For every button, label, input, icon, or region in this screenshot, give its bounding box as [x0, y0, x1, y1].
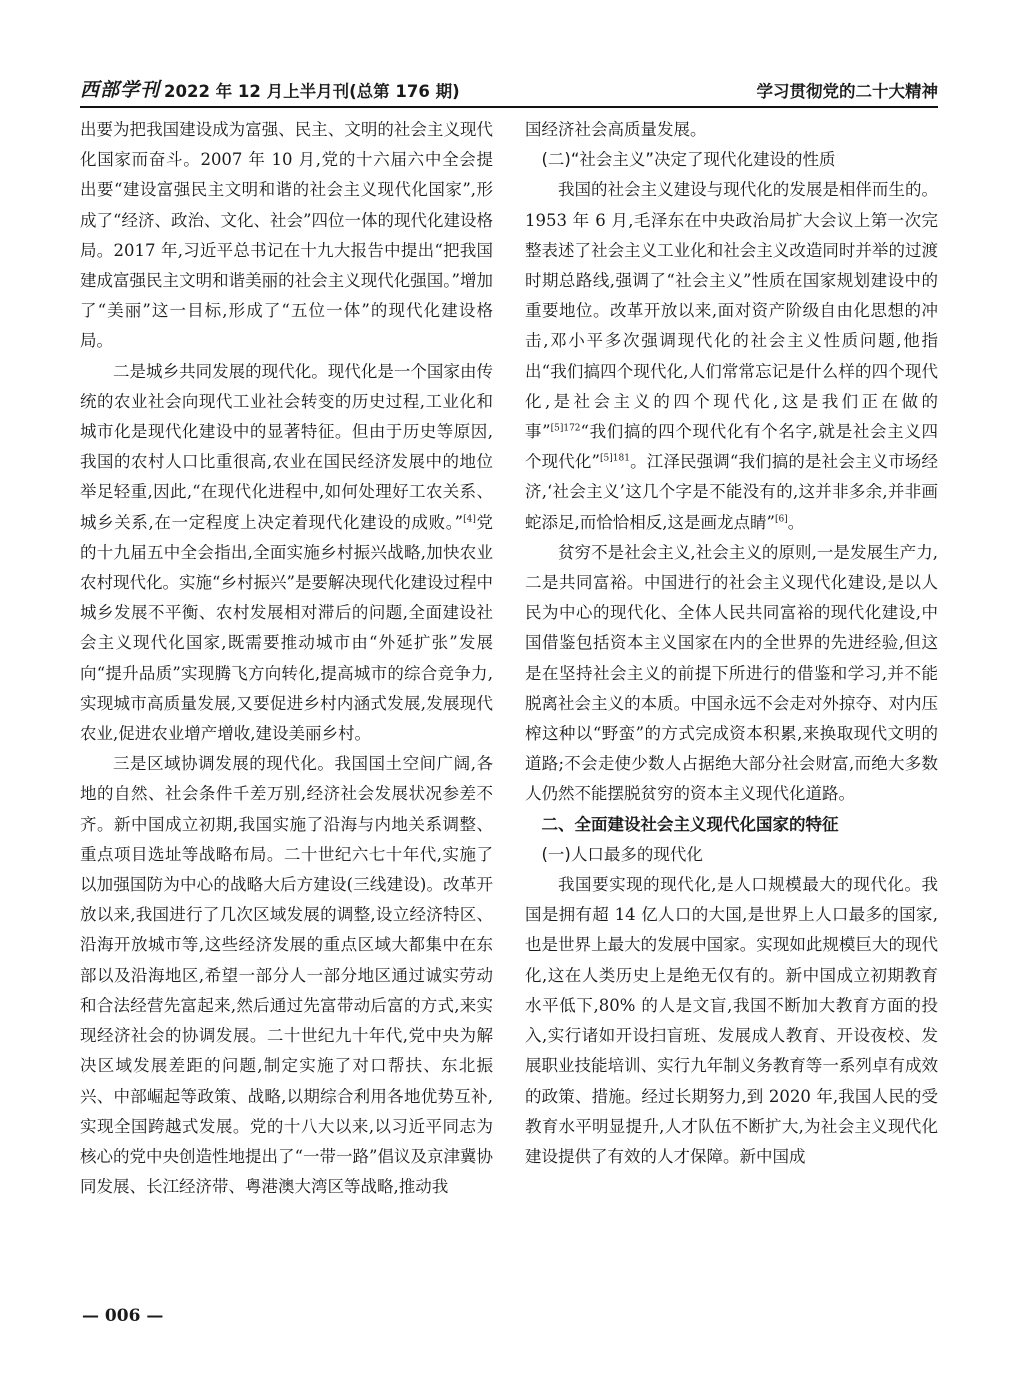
issue-info: 2022 年 12 月上半月刊(总第 176 期)	[164, 82, 460, 101]
paragraph	[80, 357, 493, 750]
article-body	[80, 115, 938, 1315]
paragraph-text: 我国的社会主义建设与现代化的发展是相伴而生的。1953 年 6 月,毛泽东在中央政治局扩大会议上第一次完整表述了社会主义工业化和社会主义改造同时并举的过渡时期总路线,强调了“社会主义”性质在国家规划建设中的重要地位。改革开放以来,面对资产阶级自由化思想的冲击,邓小平多次强调现代化的社会主义性质问题,他指出“我们搞四个现代化,人们常常忘记是什么样的四个现代化,是社会主义的四个现代化,这是我们正在做的事”	[525, 180, 938, 442]
citation-ref: [5]172	[550, 423, 581, 434]
paragraph-text: 。	[787, 512, 805, 532]
journal-name: 西部学刊	[80, 79, 161, 101]
subheading: (一)人口最多的现代化	[541, 844, 703, 864]
right-column	[525, 115, 938, 1315]
paragraph: 国经济社会高质量发展。	[525, 120, 707, 139]
paragraph-text: “我们搞的四个现代化有个名字,就是社会主义四个现代化”	[525, 422, 938, 472]
paragraph: 三是区域协调发展的现代化。我国国土空间广阔,各地的自然、社会条件千差万别,经济社会发展状况参差不齐。新中国成立初期,我国实施了沿海与内地关系调整、重点项目选址等战略布局。二十世纪六七十年代,实施了以加强国防为中心的战略大后方建设(三线建设)。改革开放以来,我国进行了几次区域发展的调整,设立经济特区、沿海开放城市等,这些经济发展的重点区域大都集中在东部以及沿海地区,希望一部分人一部分地区通过诚实劳动和合法经营先富起来,然后通过先富带动后富的方式,来实现经济社会的协调发展。二十世纪九十年代,党中央为解决区域发展差距的问题,制定实施了对口帮扶、东北振兴、中部崛起等政策、战略,以期综合利用各地优势互补,实现全国跨越式发展。党的十八大以来,以习近平同志为核心的党中央创造性地提出了“一带一路”倡议及京津冀协同发展、长江经济带、粤港澳大湾区等战略,推动我	[80, 754, 493, 1197]
header-left	[80, 75, 460, 102]
paragraph-text: 党的十九届五中全会指出,全面实施乡村振兴战略,加快农业农村现代化。实施“乡村振兴”是要解决现代化建设过程中城乡发展不平衡、农村发展相对滞后的问题,全面建设社会主义现代化国家,既需要推动城市由“外延扩张”发展向“提升品质”实现腾飞方向转化,提高城市的综合竞争力,实现城市高质量发展,又要促进乡村内涵式发展,发展现代农业,促进农业增产增收,建设美丽乡村。	[80, 512, 493, 744]
citation-ref: [4]	[463, 514, 476, 525]
citation-ref: [5]181	[600, 453, 630, 464]
paragraph	[525, 175, 938, 537]
left-column	[80, 115, 493, 1315]
section-title: 学习贯彻党的二十大精神	[756, 82, 938, 101]
paragraph: 贫穷不是社会主义,社会主义的原则,一是发展生产力,二是共同富裕。中国进行的社会主义现代化建设,是以人民为中心的现代化、全体人民共同富裕的现代化建设,中国借鉴包括资本主义国家在内的全世界的先进经验,但这是在坚持社会主义的前提下所进行的借鉴和学习,并不能脱离社会主义的本质。中国永远不会走对外掠夺、对内压榨这种以“野蛮”的方式完成资本积累,来换取现代文明的道路;不会走使少数人占据绝大部分社会财富,而绝大多数人仍然不能摆脱贫穷的资本主义现代化道路。	[525, 542, 938, 804]
citation-ref: [6]	[774, 514, 788, 525]
paragraph: 出要为把我国建设成为富强、民主、文明的社会主义现代化国家而奋斗。2007 年 10 月,党的十六届六中全会提出要“建设富强民主文明和谐的社会主义现代化国家”,形成了“经济、政治、文化、社会”四位一体的现代化建设格局。2017 年,习近平总书记在十九大报告中提出“把我国建成富强民主文明和谐美丽的社会主义现代化强国。”增加了“美丽”这一目标,形成了“五位一体”的现代化建设格局。	[80, 120, 493, 351]
paragraph-text: 。江泽民强调“我们搞的是社会主义市场经济,‘社会主义’这几个字是不能没有的,这并非多余,并非画蛇添足,而恰恰相反,这是画龙点睛”	[525, 452, 939, 532]
subheading: (二)“社会主义”决定了现代化建设的性质	[541, 150, 836, 170]
paragraph-text: 二是城乡共同发展的现代化。现代化是一个国家由传统的农业社会向现代工业社会转变的历史过程,工业化和城市化是现代化建设中的显著特征。但由于历史等原因,我国的农村人口比重很高,农业在国民经济发展中的地位举足轻重,因此,“在现代化进程中,如何处理好工农关系、城乡关系,在一定程度上决定着现代化建设的成败。”	[80, 361, 493, 532]
page-header	[80, 70, 938, 108]
paragraph: 我国要实现的现代化,是人口规模最大的现代化。我国是拥有超 14 亿人口的大国,是世界上人口最多的国家,也是世界上最大的发展中国家。实现如此规模巨大的现代化,这在人类历史上是绝无仅有的。新中国成立初期教育水平低下,80% 的人是文盲,我国不断加大教育方面的投入,实行诸如开设扫盲班、发展成人教育、开设夜校、发展职业技能培训、实行九年制义务教育等一系列卓有成效的政策、措施。经过长期努力,到 2020 年,我国人民的受教育水平明显提升,人才队伍不断扩大,为社会主义现代化建设提供了有效的人才保障。新中国成	[525, 875, 938, 1166]
section-heading: 二、全面建设社会主义现代化国家的特征	[541, 814, 839, 834]
page-number: — 006 —	[82, 1306, 164, 1326]
